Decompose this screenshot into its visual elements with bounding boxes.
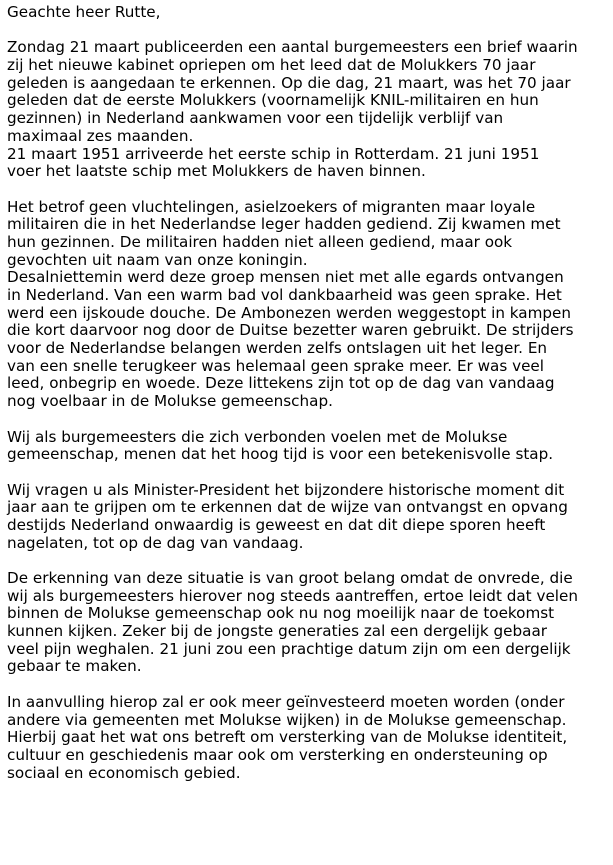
paragraph-line: zij het nieuwe kabinet opriepen om het leed dat de Molukkers 70 jaar xyxy=(7,56,536,75)
paragraph-3 xyxy=(7,429,611,464)
paragraph-line: Wij als burgemeesters die zich verbonden voelen met de Molukse xyxy=(7,427,508,446)
paragraph-line: veel pijn weghalen. 21 juni zou een prachtige datum zijn om een dergelijk xyxy=(7,639,571,658)
paragraph-line: Hierbij gaat het wat ons betreft om versterking van de Molukse identiteit, xyxy=(7,728,568,747)
paragraph-line: die kort daarvoor nog door de Duitse bezetter waren gebruikt. De strijders xyxy=(7,321,574,340)
paragraph-line: 21 maart 1951 arriveerde het eerste schip in Rotterdam. 21 juni 1951 xyxy=(7,144,540,163)
paragraph-line: militairen die in het Nederlandse leger hadden gediend. Zij kwamen met xyxy=(7,215,561,234)
paragraph-line: werd een ijskoude douche. De Ambonezen werden weggestopt in kampen xyxy=(7,303,572,322)
paragraph-gap xyxy=(7,181,611,199)
paragraph-line: In aanvulling hierop zal er ook meer geïnvesteerd moeten worden (onder xyxy=(7,692,565,711)
paragraph-line: wij als burgemeesters hierover nog steeds aantreffen, ertoe leidt dat velen xyxy=(7,586,578,605)
salutation: Geachte heer Rutte, xyxy=(7,3,161,21)
paragraph-line: destijds Nederland onwaardig is geweest en dat dit diepe sporen heeft xyxy=(7,515,546,534)
paragraph-line: Het betrof geen vluchtelingen, asielzoekers of migranten maar loyale xyxy=(7,197,536,216)
paragraph-gap xyxy=(7,22,611,40)
paragraph-line: cultuur en geschiedenis maar ook om versterking en ondersteuning op xyxy=(7,745,548,764)
paragraph-gap xyxy=(7,411,611,429)
paragraph-gap xyxy=(7,552,611,570)
paragraph-line: van een snelle terugkeer was helemaal geen sprake meer. Er was veel xyxy=(7,356,544,375)
paragraph-line: andere via gemeenten met Molukse wijken) in de Molukse gemeenschap. xyxy=(7,710,567,729)
paragraph-line: gebaar te maken. xyxy=(7,657,142,676)
paragraph-line: Zondag 21 maart publiceerden een aantal burgemeesters een brief waarin xyxy=(7,38,578,57)
paragraph-line: Desalniettemin werd deze groep mensen niet met alle egards ontvangen xyxy=(7,268,564,287)
paragraph-line: De erkenning van deze situatie is van groot belang omdat de onvrede, die xyxy=(7,569,573,587)
paragraph-line: voer het laatste schip met Molukkers de haven binnen. xyxy=(7,162,426,181)
paragraph-line: jaar aan te grijpen om te erkennen dat de wijze van ontvangst en opvang xyxy=(7,498,568,517)
paragraph-line: leed, onbegrip en woede. Deze littekens zijn tot op de dag van vandaag xyxy=(7,374,555,393)
paragraph-gap xyxy=(7,464,611,482)
paragraph-line: binnen de Molukse gemeenschap ook nu nog moeilijk naar de toekomst xyxy=(7,604,555,623)
paragraph-gap xyxy=(7,676,611,694)
paragraph-line: nagelaten, tot op de dag van vandaag. xyxy=(7,533,304,552)
paragraph-line: Wij vragen u als Minister-President het bijzondere historische moment dit xyxy=(7,480,565,499)
paragraph-line: geleden dat de eerste Molukkers (voornamelijk KNIL-militairen en hun xyxy=(7,91,539,110)
letter-body xyxy=(7,4,611,782)
paragraph-line: voor de Nederlandse belangen werden zelfs ontslagen uit het leger. En xyxy=(7,339,548,358)
paragraph-line: nog voelbaar in de Molukse gemeenschap. xyxy=(7,392,333,411)
paragraph-line: gezinnen) in Nederland aankwamen voor een tijdelijk verblijf van xyxy=(7,109,504,128)
paragraph-6 xyxy=(7,694,611,782)
paragraph-2 xyxy=(7,199,611,411)
paragraph-line: gemeenschap, menen dat het hoog tijd is voor een betekenisvolle stap. xyxy=(7,445,554,464)
paragraph-1 xyxy=(7,39,611,181)
paragraph-line: gevochten uit naam van onze koningin. xyxy=(7,250,308,269)
paragraph-line: maximaal zes maanden. xyxy=(7,126,194,145)
paragraph-line: kunnen kijken. Zeker bij de jongste generaties zal een dergelijk gebaar xyxy=(7,622,548,641)
paragraph-4 xyxy=(7,482,611,553)
paragraph-line: geleden is aangedaan te erkennen. Op die dag, 21 maart, was het 70 jaar xyxy=(7,73,571,92)
paragraph-line: hun gezinnen. De militairen hadden niet alleen gediend, maar ook xyxy=(7,232,513,251)
paragraph-line: in Nederland. Van een warm bad vol dankbaarheid was geen sprake. Het xyxy=(7,286,562,304)
paragraph-5 xyxy=(7,570,611,676)
paragraph-line: sociaal en economisch gebied. xyxy=(7,763,241,782)
